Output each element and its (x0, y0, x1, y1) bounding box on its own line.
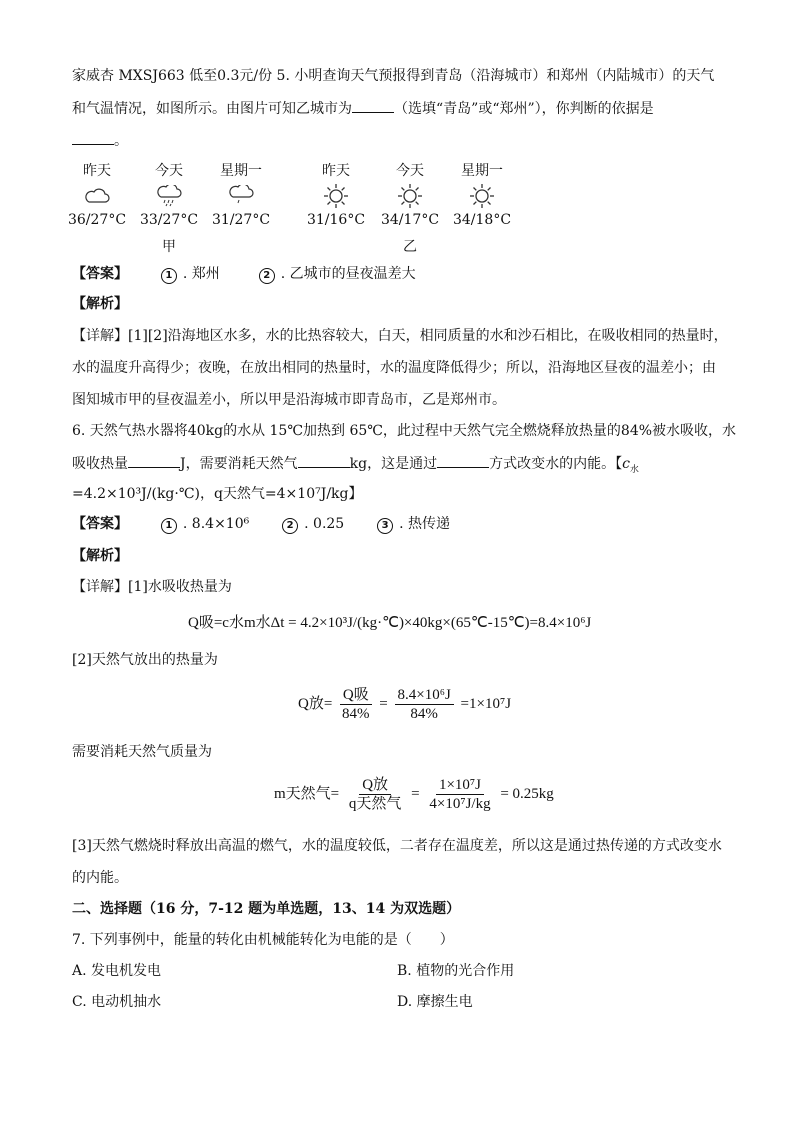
analysis-label: 【解析】 (72, 296, 128, 312)
detail6-line2: [2]天然气放出的热量为 (72, 652, 218, 668)
q5-line2-text-b: （选填“青岛”或“郑州”），你判断的依据是 (394, 101, 654, 117)
detail5-line1: 【详解】[1][2]沿海地区水多，水的比热容较大，白天，相同质量的水和沙石相比，在吸收相同的热量时， (72, 328, 728, 344)
formula-part: = 0.25kg (500, 785, 554, 802)
weather-temp: 36/27°C (67, 212, 127, 228)
sun-icon (296, 180, 376, 212)
weather-day-label: 昨天 (322, 163, 350, 179)
detail6-line4: [3]天然气燃烧时释放出高温的燃气，水的温度较低，二者存在温度差，所以这是通过热传递的方式改变水 (72, 838, 722, 854)
answer-item: . 0.25 (304, 516, 345, 532)
q6-line1: 6. 天然气热水器将40kg的水从 15℃加热到 65℃，此过程中天然气完全燃烧释放热量的84%被水吸收，水 (72, 423, 737, 439)
q7-option-d[interactable]: D. 摩擦生电 (397, 994, 473, 1010)
section-heading: 二、选择题（16 分，7-12 题为单选题，13、14 为双选题） (72, 901, 461, 917)
circled-number: 1 (161, 518, 177, 534)
formula-part: = (379, 695, 388, 712)
q6-line2 (72, 453, 639, 480)
q7-stem: 7. 下列事例中，能量的转化由机械能转化为电能的是（ ） (72, 932, 454, 948)
q6-symbol: c (622, 456, 630, 472)
formula-gas-mass (274, 776, 554, 813)
fraction-denominator: q天然气 (348, 796, 402, 812)
weather-day-label: 今天 (396, 163, 424, 179)
answer-blank[interactable] (128, 453, 180, 468)
q6-text: J，需要消耗天然气 (180, 456, 298, 472)
q5-line2-text-a: 和气温情况，如图所示。由图片可知乙城市为 (72, 101, 352, 117)
weather-jia-label: 甲 (162, 239, 176, 255)
q7-option-b[interactable]: B. 植物的光合作用 (397, 963, 515, 979)
fraction-numerator: 8.4×10⁶J (395, 686, 454, 705)
cloudy-icon (57, 180, 137, 212)
fraction-numerator: Q放 (359, 776, 391, 795)
weather-day-label: 星期一 (461, 163, 503, 179)
fraction (339, 686, 373, 723)
weather-day-label: 昨天 (83, 163, 111, 179)
fraction-denominator: 84% (410, 706, 438, 722)
answer-item: . 乙城市的昼夜温差大 (280, 266, 416, 282)
rain-icon (129, 180, 209, 212)
q6-text: 方式改变水的内能。【 (489, 456, 623, 472)
weather-jia-day1 (57, 160, 137, 228)
weather-yi-day2 (370, 160, 450, 228)
formula-part: Q放= (298, 695, 333, 712)
circled-number: 1 (161, 268, 177, 284)
answer-item: . 郑州 (182, 266, 220, 282)
formula-heat-absorbed: Q吸=c水m水Δt = 4.2×10³J/(kg·℃)×40kg×(65℃-15℃)=8.4×10⁶J (188, 615, 592, 631)
q6-line3: =4.2×10³J/(kg·℃)，q天然气=4×10⁷J/kg】 (72, 486, 363, 502)
weather-temp: 33/27°C (139, 212, 199, 228)
fraction-denominator: 4×10⁷J/kg (429, 796, 491, 812)
q6-text: kg，这是通过 (349, 456, 438, 472)
answer-item: . 8.4×10⁶ (182, 516, 250, 532)
detail6-line3: 需要消耗天然气质量为 (72, 744, 212, 760)
sun-icon (370, 180, 450, 212)
circled-number: 2 (282, 518, 298, 534)
weather-temp: 34/18°C (452, 212, 512, 228)
answer-blank[interactable] (437, 453, 489, 468)
q5-line2 (72, 98, 654, 119)
answer-blank[interactable] (352, 98, 394, 113)
detail5-line2: 水的温度升高得少；夜晚，在放出相同的热量时，水的温度降低得少；所以，沿海地区昼夜的温差小；由 (72, 360, 716, 376)
q5-line3 (72, 130, 128, 151)
answer-5 (72, 264, 416, 284)
fraction (395, 686, 454, 723)
q7-option-c[interactable]: C. 电动机抽水 (72, 994, 162, 1010)
weather-temp: 31/16°C (306, 212, 366, 228)
q6-subscript: 水 (629, 464, 639, 475)
circled-number: 3 (377, 518, 393, 534)
detail6-line5: 的内能。 (72, 870, 128, 886)
weather-jia-day2 (129, 160, 209, 228)
q6-text: 吸收热量 (72, 456, 128, 472)
q7-option-a[interactable]: A. 发电机发电 (72, 963, 162, 979)
answer-item: . 热传递 (399, 516, 451, 532)
fraction (426, 776, 493, 813)
fraction-denominator: 84% (342, 706, 370, 722)
answer-blank[interactable] (72, 130, 114, 145)
answer-label: 【答案】 (72, 516, 128, 532)
analysis-label: 【解析】 (72, 548, 128, 564)
answer-blank[interactable] (298, 453, 350, 468)
weather-yi-day3 (442, 160, 522, 228)
formula-part: m天然气= (274, 785, 340, 802)
drizzle-icon (201, 180, 281, 212)
detail6-line1: 【详解】[1]水吸收热量为 (72, 579, 232, 595)
q5-line3-end: 。 (114, 133, 128, 149)
formula-heat-released (298, 686, 511, 723)
fraction-numerator: 1×10⁷J (436, 776, 484, 795)
fraction (346, 776, 405, 813)
answer-6 (72, 514, 450, 534)
weather-yi-label: 乙 (403, 239, 417, 255)
weather-day-label: 今天 (155, 163, 183, 179)
weather-day-label: 星期一 (220, 163, 262, 179)
formula-part: = (411, 785, 420, 802)
sun-icon (442, 180, 522, 212)
weather-temp: 34/17°C (380, 212, 440, 228)
formula-part: =1×10⁷J (460, 695, 512, 712)
weather-temp: 31/27°C (211, 212, 271, 228)
detail5-line3: 图知城市甲的昼夜温差小，所以甲是沿海城市即青岛市，乙是郑州市。 (72, 392, 506, 408)
weather-yi-day1 (296, 160, 376, 228)
q5-line1: 家威杏 MXSJ663 低至0.3元/份 5. 小明查询天气预报得到青岛（沿海城市）和郑州（内陆城市）的天气 (72, 68, 715, 84)
fraction-numerator: Q吸 (340, 686, 372, 705)
circled-number: 2 (259, 268, 275, 284)
weather-jia-day3 (201, 160, 281, 228)
answer-label: 【答案】 (72, 266, 128, 282)
